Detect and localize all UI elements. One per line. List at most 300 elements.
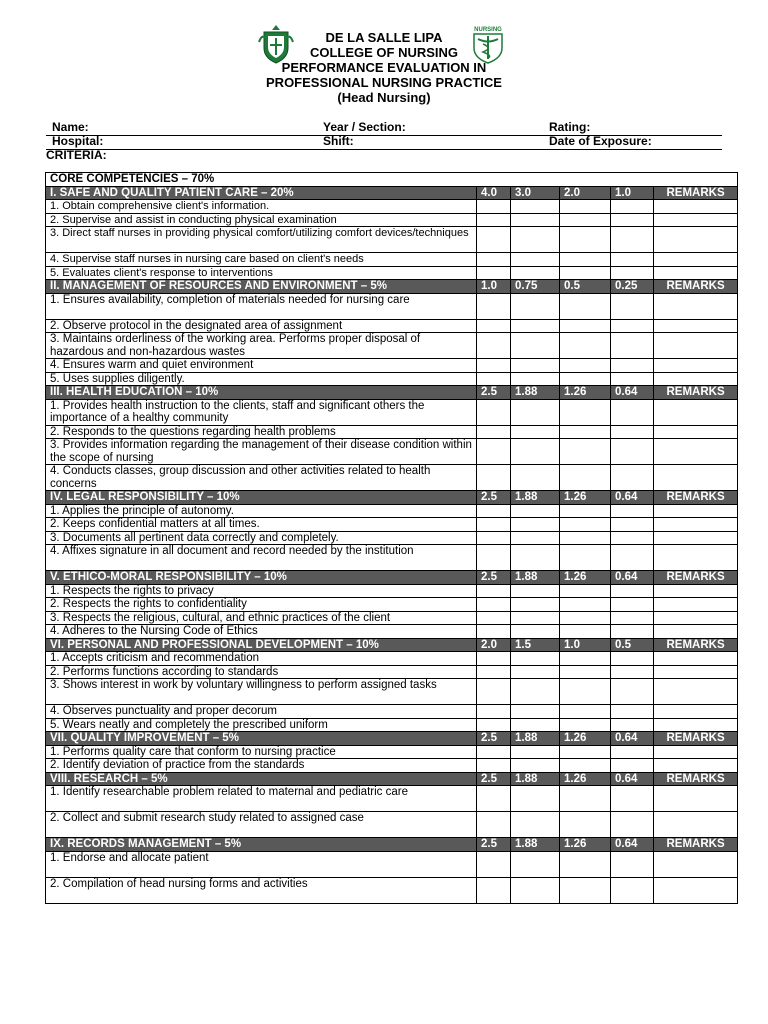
remarks-cell[interactable]	[654, 652, 738, 666]
score-cell[interactable]	[560, 227, 611, 253]
section-header-row	[46, 186, 738, 200]
score-cell[interactable]	[611, 266, 654, 280]
criterion-text: 3. Direct staff nurses in providing physical comfort/utilizing comfort devices/techniques	[46, 227, 477, 253]
score-column-header: 1.0	[477, 280, 511, 294]
form-title-line2: PROFESSIONAL NURSING PRACTICE	[266, 75, 502, 90]
remarks-cell[interactable]	[654, 531, 738, 545]
score-column-header: 2.5	[477, 571, 511, 585]
score-cell[interactable]	[611, 439, 654, 465]
criterion-text: 1. Endorse and allocate patient	[46, 851, 477, 877]
score-column-header: 0.5	[560, 280, 611, 294]
score-cell[interactable]	[511, 625, 560, 639]
criterion-row	[46, 266, 738, 280]
score-cell[interactable]	[560, 679, 611, 705]
criterion-row	[46, 399, 738, 425]
score-cell[interactable]	[560, 598, 611, 612]
remarks-cell[interactable]	[654, 759, 738, 773]
criterion-text: 5. Evaluates client's response to interventions	[46, 266, 477, 280]
score-cell[interactable]	[560, 665, 611, 679]
remarks-cell[interactable]	[654, 598, 738, 612]
remarks-column-header: REMARKS	[654, 386, 738, 400]
score-cell[interactable]	[611, 531, 654, 545]
score-column-header: 2.5	[477, 838, 511, 852]
section-title: IX. RECORDS MANAGEMENT – 5%	[46, 838, 477, 852]
score-cell[interactable]	[611, 333, 654, 359]
score-cell[interactable]	[611, 399, 654, 425]
score-cell[interactable]	[477, 718, 511, 732]
criterion-row	[46, 531, 738, 545]
score-cell[interactable]	[611, 625, 654, 639]
score-cell[interactable]	[560, 213, 611, 227]
score-cell[interactable]	[560, 745, 611, 759]
remarks-cell[interactable]	[654, 812, 738, 838]
score-column-header: 1.26	[560, 772, 611, 786]
criterion-row	[46, 333, 738, 359]
rating-field-label: Rating:	[549, 120, 591, 134]
score-column-header: 0.25	[611, 280, 654, 294]
info-row-2	[46, 135, 722, 150]
score-cell[interactable]	[511, 227, 560, 253]
score-cell[interactable]	[511, 584, 560, 598]
remarks-column-header: REMARKS	[654, 280, 738, 294]
score-cell[interactable]	[511, 372, 560, 386]
remarks-cell[interactable]	[654, 584, 738, 598]
criteria-label: CRITERIA:	[46, 148, 107, 162]
score-cell[interactable]	[611, 425, 654, 439]
score-cell[interactable]	[511, 665, 560, 679]
score-cell[interactable]	[560, 877, 611, 903]
score-cell[interactable]	[511, 333, 560, 359]
score-cell[interactable]	[560, 200, 611, 214]
school-name: DE LA SALLE LIPA	[325, 30, 443, 45]
criterion-text: 5. Uses supplies diligently.	[46, 372, 477, 386]
criterion-text: 1. Respects the rights to privacy	[46, 584, 477, 598]
criterion-row	[46, 759, 738, 773]
remarks-cell[interactable]	[654, 718, 738, 732]
section-title: V. ETHICO-MORAL RESPONSIBILITY – 10%	[46, 571, 477, 585]
score-cell[interactable]	[560, 266, 611, 280]
score-cell[interactable]	[560, 652, 611, 666]
criterion-text: 2. Observe protocol in the designated area of assignment	[46, 319, 477, 333]
score-cell[interactable]	[511, 718, 560, 732]
criterion-row	[46, 213, 738, 227]
criterion-text: 1. Obtain comprehensive client's information.	[46, 200, 477, 214]
criterion-text: 2. Identify deviation of practice from the standards	[46, 759, 477, 773]
score-cell[interactable]	[511, 851, 560, 877]
score-cell[interactable]	[477, 745, 511, 759]
remarks-cell[interactable]	[654, 359, 738, 373]
score-cell[interactable]	[560, 504, 611, 518]
score-cell[interactable]	[560, 425, 611, 439]
score-cell[interactable]	[560, 359, 611, 373]
score-cell[interactable]	[477, 266, 511, 280]
score-cell[interactable]	[511, 812, 560, 838]
criterion-text: 2. Performs functions according to standards	[46, 665, 477, 679]
remarks-cell[interactable]	[654, 518, 738, 532]
score-column-header: 3.0	[511, 186, 560, 200]
criterion-text: 4. Observes punctuality and proper decorum	[46, 705, 477, 719]
criterion-row	[46, 584, 738, 598]
score-cell[interactable]	[477, 518, 511, 532]
section-header-row	[46, 838, 738, 852]
score-cell[interactable]	[477, 652, 511, 666]
section-header-row	[46, 772, 738, 786]
criterion-row	[46, 598, 738, 612]
criterion-row	[46, 253, 738, 267]
score-cell[interactable]	[477, 425, 511, 439]
criterion-text: 2. Respects the rights to confidentiality	[46, 598, 477, 612]
criterion-row	[46, 877, 738, 903]
score-column-header: 1.88	[511, 491, 560, 505]
criterion-row	[46, 425, 738, 439]
score-cell[interactable]	[560, 611, 611, 625]
criterion-row	[46, 718, 738, 732]
score-cell[interactable]	[611, 518, 654, 532]
criterion-row	[46, 625, 738, 639]
score-column-header: 1.0	[611, 186, 654, 200]
score-cell[interactable]	[560, 812, 611, 838]
remarks-cell[interactable]	[654, 266, 738, 280]
remarks-column-header: REMARKS	[654, 491, 738, 505]
college-name: COLLEGE OF NURSING	[309, 45, 459, 60]
remarks-cell[interactable]	[654, 213, 738, 227]
form-header	[0, 30, 768, 105]
score-cell[interactable]	[477, 786, 511, 812]
score-cell[interactable]	[611, 253, 654, 267]
score-cell[interactable]	[477, 812, 511, 838]
remarks-column-header: REMARKS	[654, 186, 738, 200]
criterion-row	[46, 359, 738, 373]
score-cell[interactable]	[611, 359, 654, 373]
score-cell[interactable]	[477, 293, 511, 319]
score-column-header: 1.0	[560, 638, 611, 652]
score-cell[interactable]	[477, 611, 511, 625]
remarks-cell[interactable]	[654, 786, 738, 812]
score-column-header: 1.26	[560, 571, 611, 585]
remarks-cell[interactable]	[654, 333, 738, 359]
criterion-row	[46, 372, 738, 386]
score-cell[interactable]	[477, 333, 511, 359]
score-cell[interactable]	[611, 611, 654, 625]
score-cell[interactable]	[477, 877, 511, 903]
score-cell[interactable]	[511, 359, 560, 373]
score-cell[interactable]	[477, 253, 511, 267]
criterion-text: 1. Performs quality care that conform to nursing practice	[46, 745, 477, 759]
score-column-header: 1.88	[511, 838, 560, 852]
remarks-cell[interactable]	[654, 425, 738, 439]
criterion-row	[46, 200, 738, 214]
score-cell[interactable]	[611, 545, 654, 571]
remarks-cell[interactable]	[654, 705, 738, 719]
score-cell[interactable]	[477, 851, 511, 877]
section-title: VIII. RESEARCH – 5%	[46, 772, 477, 786]
remarks-cell[interactable]	[654, 745, 738, 759]
score-column-header: 0.5	[611, 638, 654, 652]
section-title: III. HEALTH EDUCATION – 10%	[46, 386, 477, 400]
score-column-header: 0.64	[611, 386, 654, 400]
criterion-text: 3. Provides information regarding the management of their disease condition within the scope of nursing	[46, 439, 477, 465]
score-column-header: 2.5	[477, 386, 511, 400]
score-cell[interactable]	[511, 293, 560, 319]
score-cell[interactable]	[477, 584, 511, 598]
score-cell[interactable]	[511, 266, 560, 280]
remarks-cell[interactable]	[654, 439, 738, 465]
score-cell[interactable]	[611, 465, 654, 491]
score-cell[interactable]	[477, 399, 511, 425]
score-cell[interactable]	[560, 786, 611, 812]
remarks-cell[interactable]	[654, 200, 738, 214]
score-cell[interactable]	[477, 531, 511, 545]
score-cell[interactable]	[560, 372, 611, 386]
remarks-cell[interactable]	[654, 465, 738, 491]
score-cell[interactable]	[611, 812, 654, 838]
section-title: VI. PERSONAL AND PROFESSIONAL DEVELOPMENT – 10%	[46, 638, 477, 652]
score-cell[interactable]	[611, 652, 654, 666]
score-column-header: 1.88	[511, 386, 560, 400]
remarks-column-header: REMARKS	[654, 772, 738, 786]
remarks-cell[interactable]	[654, 851, 738, 877]
score-column-header: 1.88	[511, 571, 560, 585]
score-cell[interactable]	[511, 425, 560, 439]
criterion-text: 2. Responds to the questions regarding health problems	[46, 425, 477, 439]
score-cell[interactable]	[511, 652, 560, 666]
score-column-header: 0.64	[611, 838, 654, 852]
score-cell[interactable]	[511, 611, 560, 625]
hospital-field-label: Hospital:	[52, 134, 104, 148]
score-cell[interactable]	[477, 759, 511, 773]
criterion-text: 4. Ensures warm and quiet environment	[46, 359, 477, 373]
score-column-header: 0.64	[611, 732, 654, 746]
criterion-text: 3. Respects the religious, cultural, and ethnic practices of the client	[46, 611, 477, 625]
score-cell[interactable]	[611, 213, 654, 227]
score-cell[interactable]	[560, 584, 611, 598]
criterion-row	[46, 319, 738, 333]
score-cell[interactable]	[560, 399, 611, 425]
criterion-text: 2. Collect and submit research study related to assigned case	[46, 812, 477, 838]
criterion-text: 4. Adheres to the Nursing Code of Ethics	[46, 625, 477, 639]
core-competencies-label: CORE COMPETENCIES – 70%	[46, 173, 738, 187]
remarks-column-header: REMARKS	[654, 638, 738, 652]
score-cell[interactable]	[511, 439, 560, 465]
score-cell[interactable]	[560, 625, 611, 639]
criterion-text: 3. Documents all pertinent data correctly and completely.	[46, 531, 477, 545]
score-cell[interactable]	[611, 786, 654, 812]
score-cell[interactable]	[511, 531, 560, 545]
score-cell[interactable]	[477, 200, 511, 214]
criterion-row	[46, 465, 738, 491]
score-cell[interactable]	[560, 531, 611, 545]
score-column-header: 1.26	[560, 732, 611, 746]
criterion-text: 4. Conducts classes, group discussion and other activities related to health concerns	[46, 465, 477, 491]
score-cell[interactable]	[611, 504, 654, 518]
score-cell[interactable]	[560, 545, 611, 571]
score-cell[interactable]	[611, 877, 654, 903]
score-column-header: 1.88	[511, 732, 560, 746]
score-cell[interactable]	[511, 786, 560, 812]
score-cell[interactable]	[477, 625, 511, 639]
score-cell[interactable]	[611, 759, 654, 773]
score-column-header: 1.26	[560, 386, 611, 400]
score-cell[interactable]	[511, 213, 560, 227]
remarks-cell[interactable]	[654, 399, 738, 425]
score-cell[interactable]	[477, 319, 511, 333]
score-cell[interactable]	[477, 227, 511, 253]
remarks-cell[interactable]	[654, 227, 738, 253]
criterion-row	[46, 812, 738, 838]
remarks-cell[interactable]	[654, 625, 738, 639]
criterion-row	[46, 679, 738, 705]
score-cell[interactable]	[560, 465, 611, 491]
score-cell[interactable]	[511, 759, 560, 773]
score-cell[interactable]	[611, 584, 654, 598]
year-section-field-label: Year / Section:	[323, 120, 406, 134]
score-cell[interactable]	[560, 253, 611, 267]
section-header-row	[46, 491, 738, 505]
remarks-cell[interactable]	[654, 611, 738, 625]
remarks-column-header: REMARKS	[654, 838, 738, 852]
remarks-cell[interactable]	[654, 679, 738, 705]
score-cell[interactable]	[477, 213, 511, 227]
score-cell[interactable]	[477, 665, 511, 679]
criterion-row	[46, 518, 738, 532]
score-column-header: 2.0	[560, 186, 611, 200]
score-column-header: 0.75	[511, 280, 560, 294]
score-cell[interactable]	[511, 518, 560, 532]
remarks-column-header: REMARKS	[654, 571, 738, 585]
score-cell[interactable]	[560, 319, 611, 333]
score-cell[interactable]	[611, 372, 654, 386]
criterion-text: 5. Wears neatly and completely the prescribed uniform	[46, 718, 477, 732]
criterion-text: 2. Compilation of head nursing forms and activities	[46, 877, 477, 903]
score-cell[interactable]	[560, 705, 611, 719]
criterion-text: 2. Supervise and assist in conducting physical examination	[46, 213, 477, 227]
score-cell[interactable]	[560, 293, 611, 319]
score-cell[interactable]	[511, 504, 560, 518]
score-cell[interactable]	[560, 718, 611, 732]
remarks-cell[interactable]	[654, 319, 738, 333]
score-cell[interactable]	[477, 504, 511, 518]
score-cell[interactable]	[560, 759, 611, 773]
svg-text:NURSING: NURSING	[474, 27, 502, 33]
score-cell[interactable]	[560, 439, 611, 465]
score-cell[interactable]	[511, 598, 560, 612]
score-cell[interactable]	[611, 665, 654, 679]
criterion-row	[46, 439, 738, 465]
score-cell[interactable]	[511, 465, 560, 491]
form-subtitle: (Head Nursing)	[337, 90, 431, 105]
score-column-header: 2.5	[477, 732, 511, 746]
remarks-cell[interactable]	[654, 665, 738, 679]
remarks-column-header: REMARKS	[654, 732, 738, 746]
score-cell[interactable]	[477, 359, 511, 373]
score-column-header: 1.26	[560, 491, 611, 505]
criterion-text: 1. Provides health instruction to the clients, staff and significant others the importance of a healthy community	[46, 399, 477, 425]
score-cell[interactable]	[611, 319, 654, 333]
date-of-exposure-field-label: Date of Exposure:	[549, 134, 652, 148]
score-cell[interactable]	[477, 598, 511, 612]
score-column-header: 2.5	[477, 772, 511, 786]
section-header-row	[46, 638, 738, 652]
score-cell[interactable]	[611, 293, 654, 319]
score-cell[interactable]	[611, 718, 654, 732]
score-cell[interactable]	[560, 333, 611, 359]
score-cell[interactable]	[477, 372, 511, 386]
remarks-cell[interactable]	[654, 545, 738, 571]
form-title-line1: PERFORMANCE EVALUATION IN	[281, 60, 487, 75]
score-cell[interactable]	[511, 319, 560, 333]
criterion-text: 1. Applies the principle of autonomy.	[46, 504, 477, 518]
criterion-text: 1. Identify researchable problem related to maternal and pediatric care	[46, 786, 477, 812]
section-header-row	[46, 386, 738, 400]
score-cell[interactable]	[560, 518, 611, 532]
criterion-row	[46, 665, 738, 679]
score-column-header: 2.5	[477, 491, 511, 505]
score-cell[interactable]	[511, 253, 560, 267]
section-title: II. MANAGEMENT OF RESOURCES AND ENVIRONMENT – 5%	[46, 280, 477, 294]
criterion-text: 4. Supervise staff nurses in nursing care based on client's needs	[46, 253, 477, 267]
score-column-header: 0.64	[611, 571, 654, 585]
score-cell[interactable]	[477, 545, 511, 571]
section-header-row	[46, 280, 738, 294]
score-cell[interactable]	[477, 439, 511, 465]
score-cell[interactable]	[611, 598, 654, 612]
score-cell[interactable]	[477, 465, 511, 491]
shift-field-label: Shift:	[323, 134, 354, 148]
section-title: I. SAFE AND QUALITY PATIENT CARE – 20%	[46, 186, 477, 200]
criterion-row	[46, 611, 738, 625]
score-cell[interactable]	[560, 851, 611, 877]
score-cell[interactable]	[611, 851, 654, 877]
score-cell[interactable]	[611, 227, 654, 253]
criterion-row	[46, 705, 738, 719]
section-title: IV. LEGAL RESPONSIBILITY – 10%	[46, 491, 477, 505]
score-cell[interactable]	[511, 745, 560, 759]
remarks-cell[interactable]	[654, 253, 738, 267]
remarks-cell[interactable]	[654, 293, 738, 319]
core-competencies-row	[46, 173, 738, 187]
score-cell[interactable]	[477, 705, 511, 719]
score-cell[interactable]	[511, 545, 560, 571]
score-cell[interactable]	[511, 705, 560, 719]
criterion-row	[46, 227, 738, 253]
score-column-header: 2.0	[477, 638, 511, 652]
score-column-header: 0.64	[611, 491, 654, 505]
criterion-row	[46, 293, 738, 319]
score-cell[interactable]	[611, 200, 654, 214]
criterion-row	[46, 851, 738, 877]
score-cell[interactable]	[611, 745, 654, 759]
name-field-label: Name:	[52, 120, 89, 134]
criterion-text: 4. Affixes signature in all document and record needed by the institution	[46, 545, 477, 571]
score-cell[interactable]	[511, 399, 560, 425]
score-cell[interactable]	[511, 679, 560, 705]
criterion-row	[46, 504, 738, 518]
criterion-text: 1. Ensures availability, completion of materials needed for nursing care	[46, 293, 477, 319]
remarks-cell[interactable]	[654, 877, 738, 903]
remarks-cell[interactable]	[654, 372, 738, 386]
score-column-header: 1.26	[560, 838, 611, 852]
score-cell[interactable]	[611, 679, 654, 705]
score-cell[interactable]	[511, 200, 560, 214]
criterion-row	[46, 652, 738, 666]
score-cell[interactable]	[511, 877, 560, 903]
remarks-cell[interactable]	[654, 504, 738, 518]
score-column-header: 0.64	[611, 772, 654, 786]
score-column-header: 4.0	[477, 186, 511, 200]
score-cell[interactable]	[477, 679, 511, 705]
score-cell[interactable]	[611, 705, 654, 719]
criterion-row	[46, 745, 738, 759]
